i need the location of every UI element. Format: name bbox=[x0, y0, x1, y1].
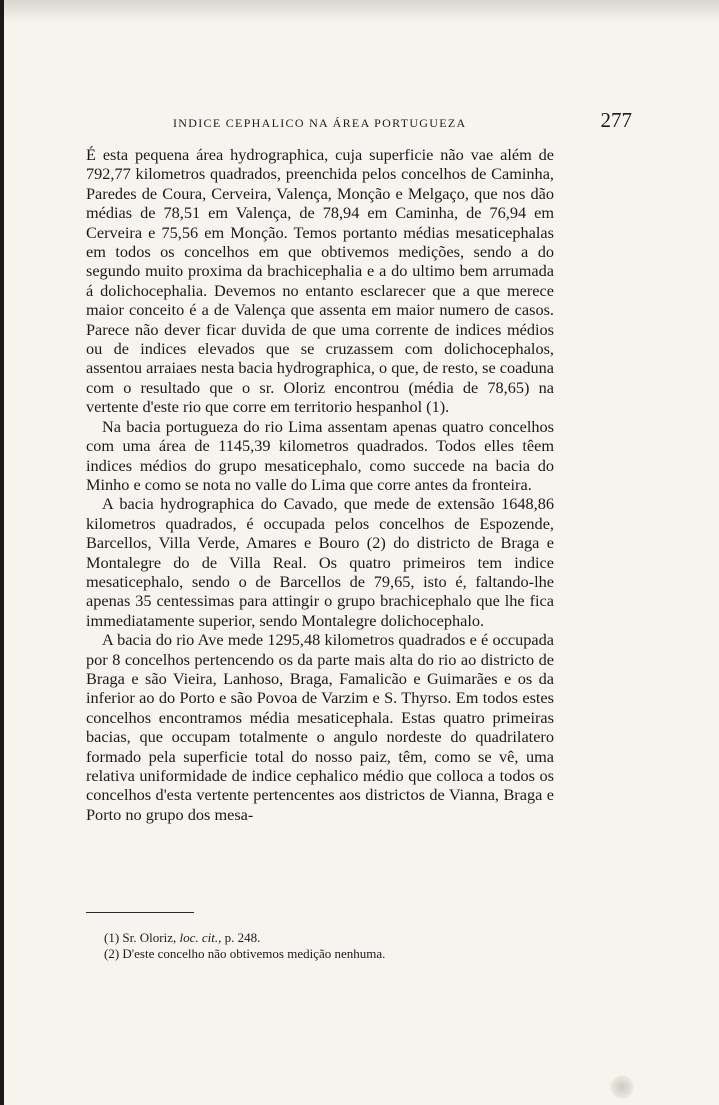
footnote-marker: (2) bbox=[104, 946, 120, 961]
scan-shadow bbox=[0, 0, 719, 22]
running-header bbox=[78, 110, 638, 136]
paragraph: É esta pequena área hydrographica, cuja superficie não vae além de 792,77 kilometros quadrados, preenchida pelos concelhos de Caminha, Paredes de Coura, Cerveira, Valença, Monção e Melgaço, que nos dão médias de 78,51 em Valença, de 78,94 em Caminha, de 76,94 em Cerveira e 75,56 em Monção. Temos portanto médias mesaticephalas em todos os concelhos em que obtivemos medições, sendo a do segundo muito proxima da brachicephalia e a do ultimo bem arrumada á dolichocephalia. Devemos no entanto esclarecer que a que merece maior conceito é a de Valença que assenta em maior numero de casos. Parece não dever ficar duvida de que uma corrente de indices médios ou de indices elevados que se cruzassem com dolichocephalos, assentou arraiaes nesta bacia hydrographica, o que, de resto, se coaduna com o resultado que o sr. Oloriz encontrou (média de 78,65) na vertente d'este rio que corre em territorio hespanhol (1). bbox=[86, 145, 554, 417]
running-title: INDICE CEPHALICO NA ÁREA PORTUGUEZA bbox=[173, 116, 467, 130]
page-number: 277 bbox=[600, 108, 632, 132]
paragraph: A bacia do rio Ave mede 1295,48 kilometros quadrados e é occupada por 8 concelhos pertencendo os da parte mais alta do rio ao districto de Braga e são Vieira, Lanhoso, Braga, Famalicão e Guimarães e os da inferior ao do Porto e são Povoa de Varzim e S. Thyrso. Em todos estes concelhos encontramos média mesaticephala. Estas quatro primeiras bacias, que occupam totalmente o angulo nordeste do quadrilatero formado pela superficie total do nosso paiz, têm, como se vê, uma relativa uniformidade de indice cephalico médio que colloca a todos os concelhos d'esta vertente pertencentes aos districtos de Vianna, Braga e Porto no grupo dos mesa- bbox=[86, 630, 554, 824]
footnote-1 bbox=[104, 930, 554, 946]
paragraph: A bacia hydrographica do Cavado, que mede de extensão 1648,86 kilometros quadrados, é occupada pelos concelhos de Espozende, Barcellos, Villa Verde, Amares e Bouro (2) do districto de Braga e Montalegre do de Villa Real. Os quatro primeiros tem indice mesaticephalo, sendo o de Barcellos de 79,65, isto é, faltando-lhe apenas 35 centessimas para attingir o grupo brachicephalo que lhe fica immediatamente superior, sendo Montalegre dolichocephalo. bbox=[86, 494, 554, 630]
page-edge bbox=[0, 0, 4, 1105]
footnote-author: Sr. Oloriz, bbox=[122, 930, 177, 945]
footnote-text: D'este concelho não obtivemos medição nenhuma. bbox=[122, 946, 386, 961]
paragraph: Na bacia portugueza do rio Lima assentam apenas quatro concelhos com uma área de 1145,39 kilometros quadrados. Todos elles têem indices médios do grupo mesaticephalo, como succede na bacia do Minho e como se nota no valle do Lima que corre antes da fronteira. bbox=[86, 416, 554, 494]
footnote-2 bbox=[104, 946, 554, 962]
library-stamp-mark bbox=[610, 1075, 634, 1099]
footnote-rule bbox=[86, 912, 194, 913]
footnote-ref: loc. cit., bbox=[179, 930, 222, 945]
body-text bbox=[86, 145, 554, 824]
footnote-marker: (1) bbox=[104, 930, 120, 945]
footnote-page: p. 248. bbox=[224, 930, 261, 945]
footnotes bbox=[104, 930, 554, 962]
